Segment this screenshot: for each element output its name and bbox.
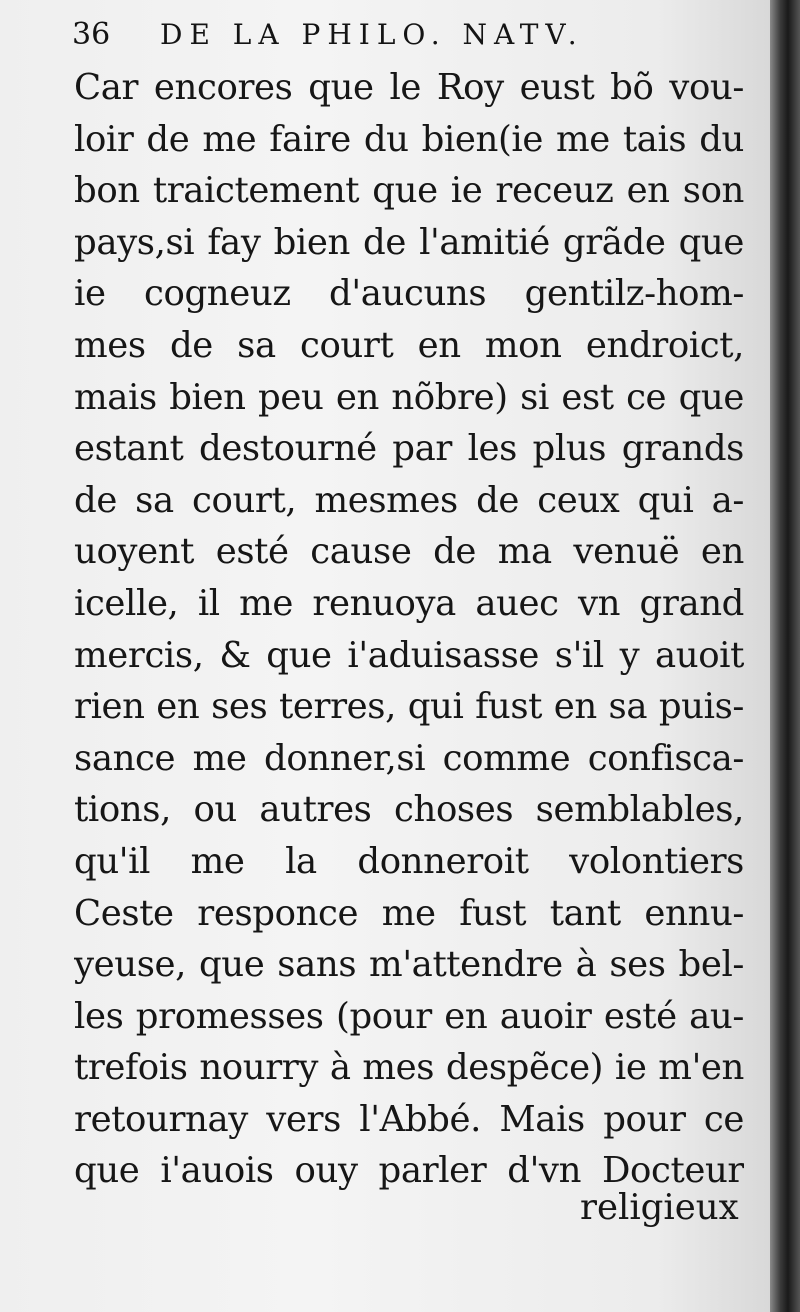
text-line: pays,si fay bien de l'amitié grãde que xyxy=(74,221,744,263)
text-line: sance me donner,si comme confisca- xyxy=(74,737,744,779)
catchword: religieux xyxy=(580,1187,739,1228)
page-number: 36 xyxy=(72,17,111,52)
running-head: DE LA PHILO. NATV. xyxy=(160,18,584,51)
text-line: ie cogneuz d'aucuns gentilz-hom- xyxy=(74,273,744,315)
text-line: les promesses (pour en auoir esté au- xyxy=(74,995,744,1037)
text-line: trefois nourry à mes despẽce) ie m'en xyxy=(74,1047,744,1089)
text-line: loir de me faire du bien(ie me tais du xyxy=(74,118,744,160)
text-line: mercis, & que i'aduisasse s'il y auoit xyxy=(74,634,744,676)
text-line: qu'il me la donneroit volontiers xyxy=(74,840,744,882)
text-line: mes de sa court en mon endroict, xyxy=(74,324,744,366)
text-line: mais bien peu en nõbre) si est ce que xyxy=(74,376,744,418)
text-line: rien en ses terres, qui fust en sa puis- xyxy=(74,686,744,728)
text-line: bon traictement que ie receuz en son xyxy=(74,170,744,212)
text-block xyxy=(74,62,744,1197)
text-line: icelle, il me renuoya auec vn grand xyxy=(74,582,744,624)
text-line: yeuse, que sans m'attendre à ses bel- xyxy=(74,944,744,986)
text-line: Ceste responce me fust tant ennu- xyxy=(74,892,744,934)
text-line: que i'auois ouy parler d'vn Docteur xyxy=(74,1150,744,1192)
book-gutter-edge xyxy=(770,0,800,1312)
text-line: tions, ou autres choses semblables, xyxy=(74,789,744,831)
text-line: de sa court, mesmes de ceux qui a- xyxy=(74,479,744,521)
page-header xyxy=(72,12,752,58)
text-line: retournay vers l'Abbé. Mais pour ce xyxy=(74,1098,744,1140)
text-line: estant destourné par les plus grands xyxy=(74,428,744,470)
text-line: Car encores que le Roy eust bõ vou- xyxy=(74,67,744,108)
text-line: uoyent esté cause de ma venuë en xyxy=(74,531,744,573)
